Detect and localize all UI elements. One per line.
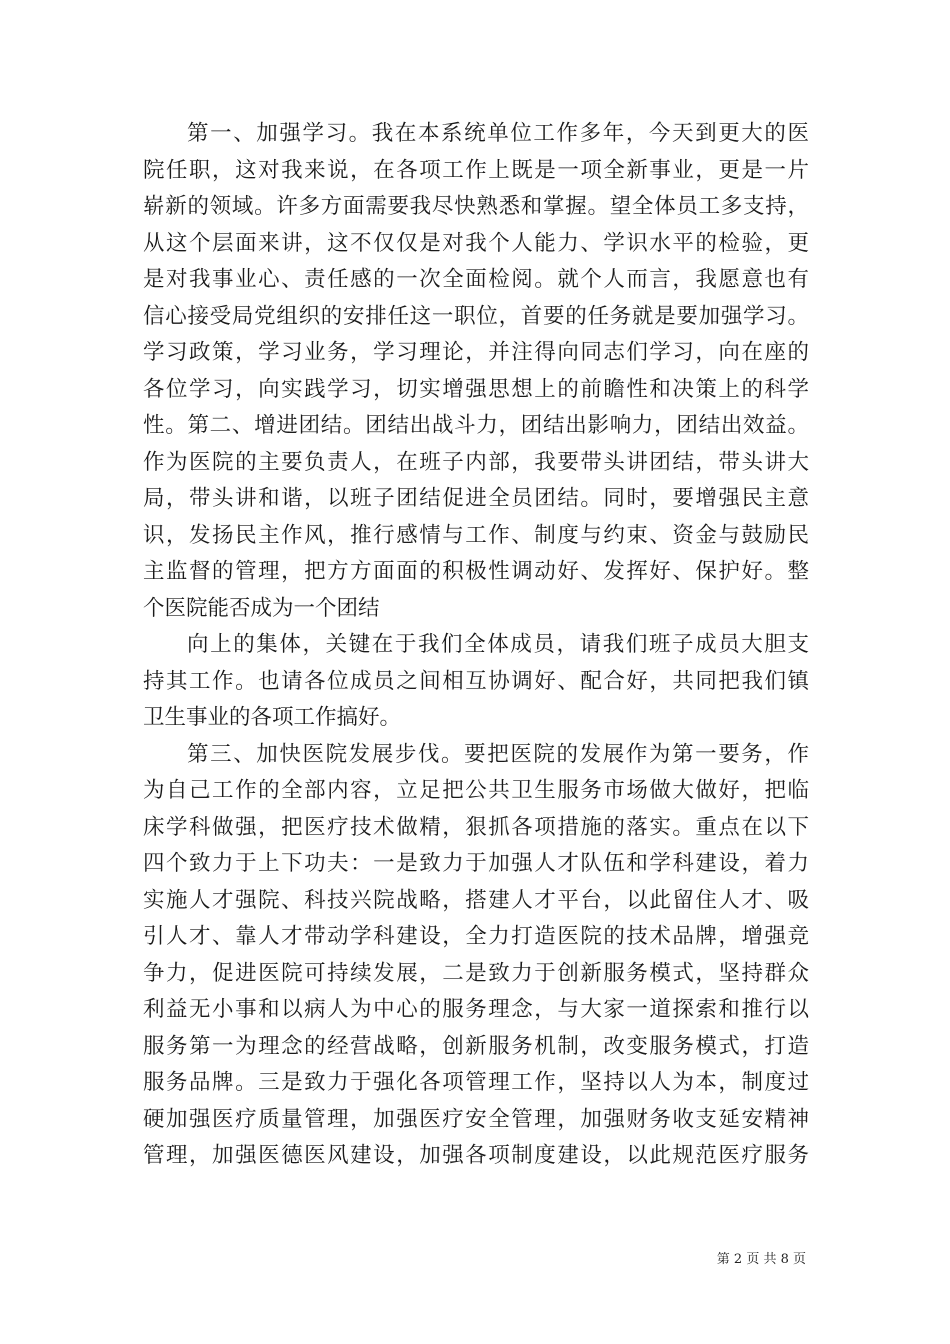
text-line: 第三、加快医院发展步伐。要把医院的发展作为第一要务，作 (187, 741, 809, 767)
text-line: 院任职，这对我来说，在各项工作上既是一项全新事业，更是一片 (143, 157, 809, 183)
text-line: 识，发扬民主作风，推行感情与工作、制度与约束、资金与鼓励民 (143, 522, 809, 548)
text-line: 四个致力于上下功夫：一是致力于加强人才队伍和学科建设，着力 (143, 851, 809, 876)
text-line: 信心接受局党组织的安排任这一职位，首要的任务就是要加强学习。 (143, 303, 809, 329)
text-line: 床学科做强，把医疗技术做精，狠抓各项措施的落实。重点在以下 (143, 814, 809, 840)
text-line: 从这个层面来讲，这不仅仅是对我个人能力、学识水平的检验，更 (143, 230, 809, 256)
text-line: 服务品牌。三是致力于强化各项管理工作，坚持以人为本，制度过 (143, 1070, 809, 1095)
text-line: 个医院能否成为一个团结 (143, 595, 380, 621)
document-body (143, 116, 809, 1175)
text-line: 争力，促进医院可持续发展，二是致力于创新服务模式，坚持群众 (143, 960, 809, 986)
text-line: 局，带头讲和谐，以班子团结促进全员团结。同时，要增强民主意 (143, 486, 809, 511)
text-line: 持其工作。也请各位成员之间相互协调好、配合好，共同把我们镇 (143, 668, 809, 694)
text-line: 管理，加强医德医风建设，加强各项制度建设，以此规范医疗服务 (143, 1143, 809, 1168)
paragraph-3 (143, 737, 809, 1175)
text-line: 向上的集体，关键在于我们全体成员，请我们班子成员大胆支 (187, 632, 809, 657)
text-line: 崭新的领域。许多方面需要我尽快熟悉和掌握。望全体员工多支持， (143, 194, 809, 219)
text-line: 各位学习，向实践学习，切实增强思想上的前瞻性和决策上的科学 (143, 376, 809, 402)
text-line: 主监督的管理，把方方面面的积极性调动好、发挥好、保护好。整 (143, 559, 809, 584)
text-line: 实施人才强院、科技兴院战略，搭建人才平台，以此留住人才、吸 (143, 887, 809, 913)
text-line: 作为医院的主要负责人，在班子内部，我要带头讲团结，带头讲大 (143, 449, 809, 475)
text-line: 引人才、靠人才带动学科建设，全力打造医院的技术品牌，增强竞 (143, 924, 809, 949)
text-line: 卫生事业的各项工作搞好。 (143, 705, 402, 730)
text-line: 服务第一为理念的经营战略，创新服务机制，改变服务模式，打造 (143, 1033, 809, 1059)
text-line: 硬加强医疗质量管理，加强医疗安全管理，加强财务收支延安精神 (143, 1106, 809, 1132)
paragraph-1 (143, 116, 809, 627)
text-line: 学习政策，学习业务，学习理论，并注得向同志们学习，向在座的 (143, 340, 809, 365)
text-line: 性。第二、增进团结。团结出战斗力，团结出影响力，团结出效益。 (143, 413, 809, 438)
text-line: 是对我事业心、责任感的一次全面检阅。就个人而言，我愿意也有 (143, 267, 809, 292)
paragraph-2 (143, 627, 809, 737)
text-line: 为自己工作的全部内容，立足把公共卫生服务市场做大做好，把临 (143, 778, 809, 803)
text-line: 第一、加强学习。我在本系统单位工作多年，今天到更大的医 (187, 121, 809, 146)
text-line: 利益无小事和以病人为中心的服务理念，与大家一道探索和推行以 (143, 997, 809, 1022)
page-number-footer: 第 2 页 共 8 页 (716, 1252, 806, 1267)
